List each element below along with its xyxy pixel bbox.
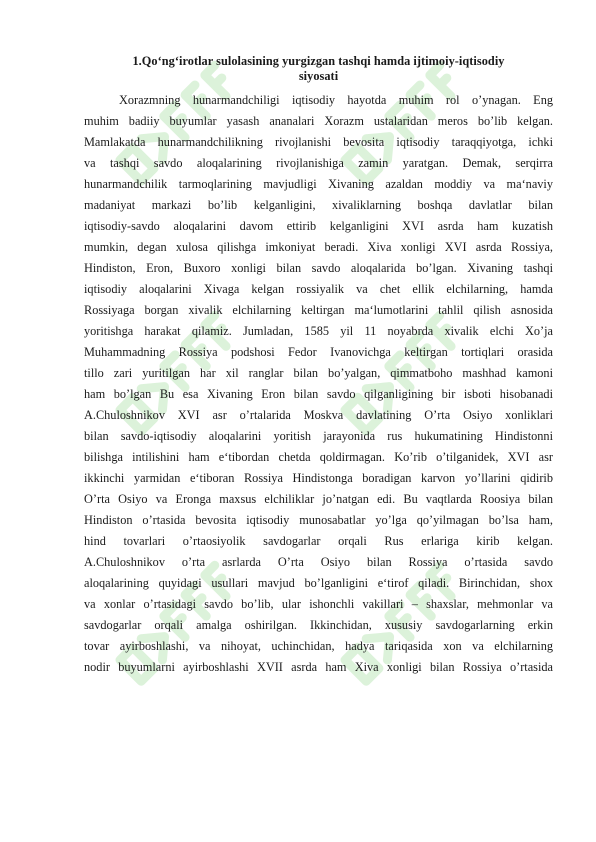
body-line: madaniyat markazi bo’lib kelganligini, xivaliklarning boshqa davlatlar bilan — [84, 198, 553, 212]
body-line: Rossiyaga borgan xivalik elchilarning keltirgan ma‘lumotlarini tahlil qilish asnosida — [84, 303, 553, 317]
body-line: Muhammadning Rossiya podshosi Fedor Ivanovichga keltirgan tortiqlari orasida — [84, 345, 553, 359]
document-title — [84, 54, 553, 84]
body-line: Hindiston o’rtasida bevosita iqtisodiy munosabatlar yo’lga qo’yilmagan bo’lsa ham, — [84, 513, 553, 527]
title-line-2: siyosati — [298, 69, 339, 83]
title-line-1: 1.Qo‘ng‘irotlar sulolasining yurgizgan tashqi hamda ijtimoiy-iqtisodiy — [132, 54, 505, 68]
body-line: O’rta Osiyo va Eronga maxsus elchiliklar jo’natgan edi. Bu vaqtlarda Roosiya bilan — [84, 492, 553, 506]
body-line: Hindiston, Eron, Buxoro xonligi bilan savdo aloqalarida bo’lgan. Xivaning tashqi — [84, 261, 553, 275]
body-line: tovar ayirboshlashi, va nihoyat, uchinchidan, hadya tariqasida xon va elchilarning — [84, 639, 553, 653]
body-line: tillo zari yuritilgan har xil ranglar bilan bo’yalgan, qimmatboho mashhad kamoni — [84, 366, 553, 380]
body-line: bilan savdo-iqtisodiy aloqalarini yoritish jarayonida rus hukumatining Hindistonni — [84, 429, 553, 443]
body-line: iqtisodiy aloqalarini Xivaga kelgan rossiyalik va chet ellik elchilarning, hamda — [84, 282, 553, 296]
body-line: hind tovarlari o’rtaosiyolik savdogarlar orqali Rus erlariga kirib kelgan. — [84, 534, 553, 548]
body-line: muhim badiiy buyumlar yasash ananalari Xorazm ustalaridan meros bo’lib kelgan. — [84, 114, 553, 128]
document-content — [84, 54, 553, 678]
body-line: va xonlar o’rtasidagi savdo bo’lib, ular ishonchli vakillari – shaxslar, mehmonlar va — [84, 597, 553, 611]
body-line: Mamlakatda hunarmandchilikning rivojlanishi bevosita iqtisodiy taraqqiyotga, ichki — [84, 135, 553, 149]
body-line: ikkinchi yarmidan e‘tiboran Rossiya Hindistonga boradigan karvon yo’llarini qidirib — [84, 471, 553, 485]
body-paragraph — [84, 90, 553, 678]
body-line: savdogarlar orqali amalga oshirilgan. Ikkinchidan, xususiy savdogarlarning erkin — [84, 618, 553, 632]
body-line: va tashqi savdo aloqalarining rivojlanishiga zamin yaratgan. Demak, serqirra — [84, 156, 553, 170]
body-line: hunarmandchilik tarmoqlarining mavjudligi Xivaning azaldan moddiy va ma‘naviy — [84, 177, 553, 191]
body-line: A.Chuloshnikov XVI asr o’rtalarida Moskva davlatining O’rta Osiyo xonliklari — [84, 408, 553, 422]
body-line: aloqalarining quyidagi usullari mavjud bo’lganligini e‘tirof qiladi. Birinchidan, shox — [84, 576, 553, 590]
body-line: A.Chuloshnikov o’rta asrlarda O’rta Osiyo bilan Rossiya o’rtasida savdo — [84, 555, 553, 569]
body-line: iqtisodiy-savdo aloqalarini davom ettirib kelganligini XVI asrda ham kuzatish — [84, 219, 553, 233]
body-line: mumkin, degan xulosa qilishga imkoniyat beradi. Xiva xonligi XVI asrda Rossiya, — [84, 240, 553, 254]
body-line: Xorazmning hunarmandchiligi iqtisodiy hayotda muhim rol o’ynagan. Eng — [119, 93, 553, 107]
body-line: yoritishga harakat qilamiz. Jumladan, 1585 yil 11 noyabrda xivalik elchi Xo’ja — [84, 324, 553, 338]
body-line: ham bo’lgan Bu esa Xivaning Eron bilan savdo qilganligining bir isboti hisobanadi — [84, 387, 553, 401]
body-line: bilishga intilishini ham e‘tibordan chetda qoldirmagan. Ko’rib o’tilganidek, XVI asr — [84, 450, 553, 464]
body-line: nodir buyumlarni ayirboshlashi XVII asrda ham Xiva xonligi bilan Rossiya o’rtasida — [84, 660, 553, 674]
